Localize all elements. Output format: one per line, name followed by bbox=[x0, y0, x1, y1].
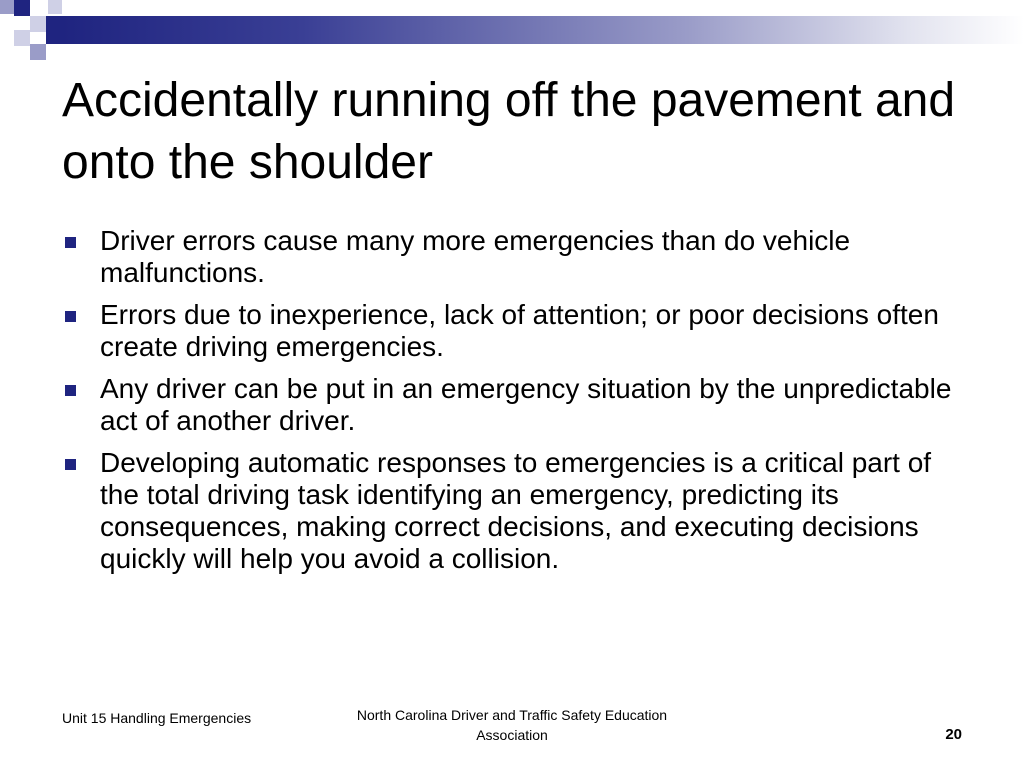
bullet-item bbox=[62, 373, 962, 437]
bullet-text: Developing automatic responses to emergencies is a critical part of the total driving task identifying an emergency, predicting its consequences, making correct decisions, and executing decisions quickly will help you avoid a collision. bbox=[100, 447, 932, 574]
square-bullet-icon bbox=[65, 237, 76, 248]
decor-square bbox=[48, 0, 62, 14]
square-bullet-icon bbox=[65, 459, 76, 470]
header-gradient-bar bbox=[62, 16, 1024, 44]
slide-title: Accidentally running off the pavement and onto the shoulder bbox=[62, 74, 956, 189]
decor-square bbox=[14, 0, 30, 16]
decor-square bbox=[30, 16, 46, 32]
bullet-item bbox=[62, 299, 962, 363]
bullet-item bbox=[62, 225, 962, 289]
bullet-item bbox=[62, 447, 962, 575]
bullet-text: Errors due to inexperience, lack of attention; or poor decisions often create driving emergencies. bbox=[100, 299, 939, 362]
footer-unit-label: Unit 15 Handling Emergencies bbox=[62, 710, 252, 726]
bullet-list bbox=[62, 225, 962, 585]
decor-square bbox=[14, 30, 30, 46]
square-bullet-icon bbox=[65, 385, 76, 396]
decor-square bbox=[46, 16, 62, 44]
square-bullet-icon bbox=[65, 311, 76, 322]
footer-organization: North Carolina Driver and Traffic Safety Education Association bbox=[356, 707, 668, 743]
bullet-text: Driver errors cause many more emergencies than do vehicle malfunctions. bbox=[100, 225, 851, 288]
decor-square bbox=[30, 44, 46, 60]
decor-square bbox=[0, 0, 14, 14]
bullet-text: Any driver can be put in an emergency situation by the unpredictable act of another driver. bbox=[100, 373, 952, 436]
page-number: 20 bbox=[945, 726, 962, 743]
